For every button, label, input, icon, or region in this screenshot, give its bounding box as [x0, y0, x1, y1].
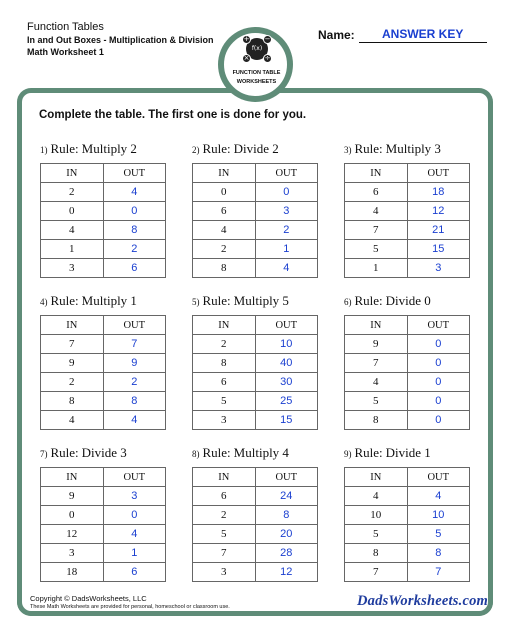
- table-row: [41, 544, 166, 563]
- rule-label: Rule:: [354, 141, 383, 156]
- out-answer: 0: [103, 202, 166, 221]
- in-value: 2: [193, 506, 256, 525]
- rule-text: Divide 2: [233, 141, 279, 156]
- in-value: 7: [41, 335, 104, 354]
- problem-heading: [344, 293, 470, 311]
- problem-4: [40, 293, 166, 430]
- in-value: 6: [193, 487, 256, 506]
- rule-label: Rule:: [50, 293, 79, 308]
- in-value: 8: [41, 392, 104, 411]
- in-value: 5: [193, 525, 256, 544]
- in-value: 5: [345, 240, 408, 259]
- name-value: ANSWER KEY: [359, 27, 487, 43]
- times-icon: ×: [243, 54, 250, 62]
- problem-number: 6): [344, 297, 352, 307]
- out-answer: 7: [103, 335, 166, 354]
- out-answer: 4: [103, 183, 166, 202]
- function-table: [40, 315, 166, 430]
- out-answer: 15: [255, 411, 318, 430]
- out-answer: 21: [407, 221, 470, 240]
- in-value: 2: [193, 335, 256, 354]
- out-answer: 2: [103, 373, 166, 392]
- in-header: IN: [345, 316, 408, 335]
- in-value: 4: [345, 202, 408, 221]
- table-header-row: [345, 316, 470, 335]
- rule-text: Divide 3: [81, 445, 127, 460]
- table-row: [193, 373, 318, 392]
- table-row: [41, 259, 166, 278]
- worksheet-header: [27, 20, 214, 58]
- problem-6: [344, 293, 470, 430]
- problem-number: 3): [344, 145, 352, 155]
- function-table: [192, 315, 318, 430]
- rule-text: Multiply 5: [233, 293, 289, 308]
- logo-badge: [223, 32, 288, 97]
- rule-text: Multiply 1: [81, 293, 137, 308]
- problem-heading: [192, 141, 318, 159]
- rule-label: Rule:: [202, 293, 231, 308]
- table-row: [345, 202, 470, 221]
- out-answer: 8: [103, 221, 166, 240]
- in-value: 7: [193, 544, 256, 563]
- table-header-row: [193, 316, 318, 335]
- problem-heading: [40, 141, 166, 159]
- divide-icon: ÷: [264, 54, 271, 62]
- in-value: 6: [193, 373, 256, 392]
- brand-logo: DadsWorksheets.com: [357, 593, 489, 609]
- table-row: [345, 487, 470, 506]
- out-header: OUT: [255, 468, 318, 487]
- problem-number: 9): [344, 449, 352, 459]
- table-row: [193, 563, 318, 582]
- out-answer: 1: [255, 240, 318, 259]
- in-header: IN: [193, 468, 256, 487]
- out-header: OUT: [103, 468, 166, 487]
- rule-label: Rule:: [50, 141, 79, 156]
- table-row: [193, 354, 318, 373]
- in-value: 0: [41, 202, 104, 221]
- out-answer: 6: [103, 259, 166, 278]
- table-row: [41, 354, 166, 373]
- table-row: [41, 335, 166, 354]
- rule-label: Rule:: [202, 445, 231, 460]
- in-value: 4: [41, 221, 104, 240]
- table-row: [345, 392, 470, 411]
- out-header: OUT: [407, 468, 470, 487]
- rule-text: Divide 0: [385, 293, 431, 308]
- problem-heading: [192, 445, 318, 463]
- problem-heading: [344, 445, 470, 463]
- in-value: 3: [193, 563, 256, 582]
- function-table: [344, 467, 470, 582]
- operations-icon: [243, 35, 271, 62]
- table-row: [193, 544, 318, 563]
- out-answer: 8: [103, 392, 166, 411]
- in-value: 4: [193, 221, 256, 240]
- problem-number: 4): [40, 297, 48, 307]
- in-header: IN: [41, 164, 104, 183]
- in-value: 4: [41, 411, 104, 430]
- function-table: [192, 467, 318, 582]
- in-value: 3: [41, 259, 104, 278]
- table-header-row: [345, 468, 470, 487]
- function-table: [40, 163, 166, 278]
- out-answer: 10: [255, 335, 318, 354]
- rule-text: Multiply 4: [233, 445, 289, 460]
- table-row: [41, 411, 166, 430]
- table-row: [345, 259, 470, 278]
- table-row: [193, 525, 318, 544]
- function-table: [344, 163, 470, 278]
- in-value: 8: [193, 354, 256, 373]
- out-answer: 4: [103, 411, 166, 430]
- rule-label: Rule:: [354, 293, 383, 308]
- problem-5: [192, 293, 318, 430]
- in-value: 5: [345, 525, 408, 544]
- worksheet-number: Math Worksheet 1: [27, 47, 104, 57]
- table-row: [193, 240, 318, 259]
- in-value: 5: [345, 392, 408, 411]
- table-row: [41, 202, 166, 221]
- table-row: [193, 411, 318, 430]
- in-value: 7: [345, 563, 408, 582]
- table-row: [193, 487, 318, 506]
- function-glyph: f(x): [251, 45, 263, 52]
- problem-heading: [344, 141, 470, 159]
- function-table: [40, 467, 166, 582]
- in-value: 6: [345, 183, 408, 202]
- table-header-row: [41, 316, 166, 335]
- out-answer: 2: [103, 240, 166, 259]
- out-answer: 1: [103, 544, 166, 563]
- out-answer: 30: [255, 373, 318, 392]
- rule-label: Rule:: [354, 445, 383, 460]
- name-field: [318, 27, 487, 43]
- out-answer: 0: [407, 335, 470, 354]
- out-answer: 18: [407, 183, 470, 202]
- function-table-logo: [218, 27, 293, 102]
- out-answer: 0: [407, 411, 470, 430]
- table-row: [345, 354, 470, 373]
- out-answer: 28: [255, 544, 318, 563]
- out-header: OUT: [255, 164, 318, 183]
- problem-1: [40, 141, 166, 278]
- table-row: [41, 240, 166, 259]
- rule-label: Rule:: [50, 445, 79, 460]
- table-row: [345, 506, 470, 525]
- table-row: [41, 392, 166, 411]
- function-table: [344, 315, 470, 430]
- in-header: IN: [41, 316, 104, 335]
- out-header: OUT: [407, 316, 470, 335]
- out-header: OUT: [255, 316, 318, 335]
- out-header: OUT: [103, 316, 166, 335]
- problem-heading: [40, 445, 166, 463]
- in-value: 0: [41, 506, 104, 525]
- in-header: IN: [345, 164, 408, 183]
- problem-heading: [192, 293, 318, 311]
- out-answer: 0: [407, 354, 470, 373]
- table-row: [193, 392, 318, 411]
- table-row: [193, 335, 318, 354]
- problem-number: 8): [192, 449, 200, 459]
- out-answer: 7: [407, 563, 470, 582]
- table-row: [193, 221, 318, 240]
- problem-2: [192, 141, 318, 278]
- problem-number: 2): [192, 145, 200, 155]
- in-value: 4: [345, 487, 408, 506]
- out-answer: 10: [407, 506, 470, 525]
- out-answer: 8: [407, 544, 470, 563]
- in-value: 8: [345, 411, 408, 430]
- out-header: OUT: [103, 164, 166, 183]
- table-row: [41, 221, 166, 240]
- table-row: [41, 373, 166, 392]
- table-row: [345, 373, 470, 392]
- table-row: [193, 183, 318, 202]
- table-row: [345, 183, 470, 202]
- out-header: OUT: [407, 164, 470, 183]
- in-value: 9: [41, 487, 104, 506]
- instructions: Complete the table. The first one is done for you.: [39, 109, 307, 121]
- out-answer: 0: [255, 183, 318, 202]
- in-value: 2: [41, 183, 104, 202]
- table-row: [345, 240, 470, 259]
- table-row: [345, 411, 470, 430]
- out-answer: 6: [103, 563, 166, 582]
- table-row: [41, 506, 166, 525]
- worksheet-subtitle: In and Out Boxes - Multiplication & Division: [27, 35, 214, 45]
- name-label: Name:: [318, 28, 355, 42]
- usage-note: These Math Worksheets are provided for personal, homeschool or classroom use.: [30, 604, 230, 610]
- logo-line-2: WORKSHEETS: [236, 79, 277, 85]
- in-value: 0: [193, 183, 256, 202]
- in-value: 12: [41, 525, 104, 544]
- in-value: 1: [41, 240, 104, 259]
- table-row: [345, 335, 470, 354]
- out-answer: 5: [407, 525, 470, 544]
- in-value: 1: [345, 259, 408, 278]
- out-answer: 0: [407, 392, 470, 411]
- out-answer: 3: [103, 487, 166, 506]
- out-answer: 40: [255, 354, 318, 373]
- out-answer: 4: [407, 487, 470, 506]
- out-answer: 0: [407, 373, 470, 392]
- out-answer: 8: [255, 506, 318, 525]
- function-table: [192, 163, 318, 278]
- in-value: 7: [345, 221, 408, 240]
- table-row: [345, 221, 470, 240]
- table-row: [193, 202, 318, 221]
- rule-label: Rule:: [202, 141, 231, 156]
- copyright: Copyright © DadsWorksheets, LLC: [30, 594, 147, 603]
- out-answer: 12: [407, 202, 470, 221]
- in-value: 9: [345, 335, 408, 354]
- problem-7: [40, 445, 166, 582]
- table-row: [41, 525, 166, 544]
- in-value: 8: [345, 544, 408, 563]
- table-header-row: [193, 164, 318, 183]
- problem-number: 7): [40, 449, 48, 459]
- in-value: 3: [193, 411, 256, 430]
- out-answer: 9: [103, 354, 166, 373]
- in-header: IN: [193, 164, 256, 183]
- out-answer: 24: [255, 487, 318, 506]
- out-answer: 2: [255, 221, 318, 240]
- out-answer: 25: [255, 392, 318, 411]
- in-value: 4: [345, 373, 408, 392]
- minus-icon: −: [264, 35, 271, 43]
- problem-number: 1): [40, 145, 48, 155]
- table-header-row: [41, 164, 166, 183]
- problem-8: [192, 445, 318, 582]
- problem-9: [344, 445, 470, 582]
- in-value: 5: [193, 392, 256, 411]
- out-answer: 3: [407, 259, 470, 278]
- rule-text: Divide 1: [385, 445, 431, 460]
- rule-text: Multiply 2: [81, 141, 137, 156]
- out-answer: 4: [103, 525, 166, 544]
- in-value: 6: [193, 202, 256, 221]
- in-header: IN: [193, 316, 256, 335]
- in-value: 9: [41, 354, 104, 373]
- out-answer: 12: [255, 563, 318, 582]
- table-header-row: [193, 468, 318, 487]
- table-row: [193, 506, 318, 525]
- problem-heading: [40, 293, 166, 311]
- in-value: 3: [41, 544, 104, 563]
- rule-text: Multiply 3: [385, 141, 441, 156]
- table-header-row: [345, 164, 470, 183]
- out-answer: 0: [103, 506, 166, 525]
- in-header: IN: [41, 468, 104, 487]
- table-row: [345, 563, 470, 582]
- in-value: 2: [41, 373, 104, 392]
- in-value: 2: [193, 240, 256, 259]
- table-row: [345, 544, 470, 563]
- plus-icon: +: [243, 35, 250, 43]
- in-value: 10: [345, 506, 408, 525]
- table-row: [41, 183, 166, 202]
- out-answer: 20: [255, 525, 318, 544]
- in-value: 8: [193, 259, 256, 278]
- worksheet-title: Function Tables: [27, 21, 104, 33]
- out-answer: 3: [255, 202, 318, 221]
- in-header: IN: [345, 468, 408, 487]
- table-row: [41, 487, 166, 506]
- table-row: [345, 525, 470, 544]
- out-answer: 4: [255, 259, 318, 278]
- problem-number: 5): [192, 297, 200, 307]
- problem-3: [344, 141, 470, 278]
- footer-text: [30, 594, 230, 611]
- logo-line-1: FUNCTION TABLE: [232, 70, 281, 76]
- table-header-row: [41, 468, 166, 487]
- in-value: 18: [41, 563, 104, 582]
- table-row: [193, 259, 318, 278]
- table-row: [41, 563, 166, 582]
- out-answer: 15: [407, 240, 470, 259]
- in-value: 7: [345, 354, 408, 373]
